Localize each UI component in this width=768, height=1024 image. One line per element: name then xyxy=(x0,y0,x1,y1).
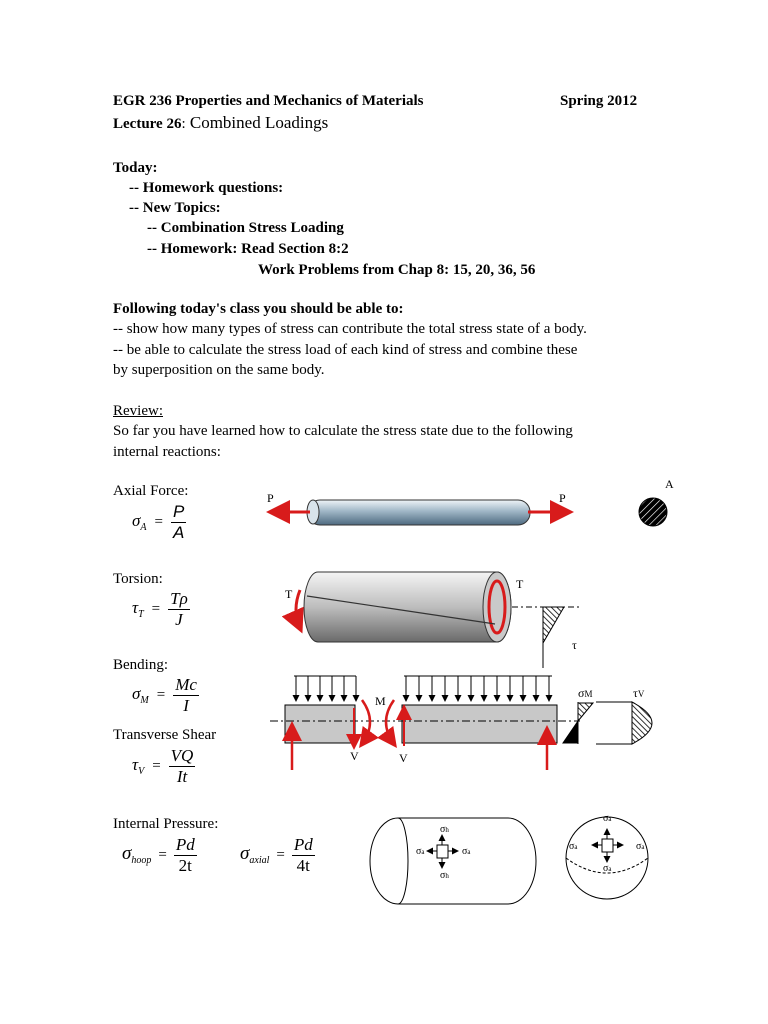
torque-label-right: T xyxy=(516,577,524,591)
axial-label: Axial Force: xyxy=(113,483,189,499)
today-heading: Today: xyxy=(113,160,158,176)
axial-load-label-right: P xyxy=(559,491,566,505)
axial-rod-figure xyxy=(272,498,667,526)
lecture-number: Lecture 26 xyxy=(113,116,182,132)
moment-label: M xyxy=(375,694,386,708)
objective-line: by superposition on the same body. xyxy=(113,362,325,378)
review-line: So far you have learned how to calculate the stress state due to the following xyxy=(113,423,573,439)
torsion-label: Torsion: xyxy=(113,571,163,587)
axial-pressure-formula: $\sigma_{axial}$ = $\frac{Pd}{4t}$ xyxy=(240,835,313,875)
shear-label-left: V xyxy=(350,749,359,763)
pressure-vessel-figure xyxy=(370,817,648,904)
area-label: A xyxy=(665,477,674,491)
sphere-sigma-bottom: σa xyxy=(603,863,612,874)
shear-label-right: V xyxy=(399,751,408,765)
hoop-formula: $\sigma_{hoop}$ = $\frac{Pd}{2t}$ xyxy=(122,835,195,875)
lecture-colon: : xyxy=(181,116,186,132)
today-item: -- New Topics: xyxy=(129,200,221,216)
term: Spring 2012 xyxy=(560,93,638,109)
bending-formula: $\sigma_M$ = $\frac{Mc}{I}$ xyxy=(132,675,197,715)
sigma-h-top: σh xyxy=(440,824,449,835)
today-item: -- Homework: Read Section 8:2 xyxy=(147,241,349,257)
torsion-figure xyxy=(296,572,582,668)
torsion-formula: $\tau_T$ = $\frac{T\rho}{J}$ xyxy=(132,589,188,629)
tau-v-label: τV xyxy=(633,686,645,700)
sigma-m-label: σM xyxy=(578,686,593,700)
course-title: EGR 236 Properties and Mechanics of Materials xyxy=(113,93,424,109)
sphere-sigma-right: σa xyxy=(636,841,645,852)
objective-line: -- show how many types of stress can contribute the total stress state of a body. xyxy=(113,321,587,337)
today-item: Work Problems from Chap 8: 15, 20, 36, 56 xyxy=(258,262,536,278)
pressure-label: Internal Pressure: xyxy=(113,816,219,832)
sphere-sigma-left: σa xyxy=(569,841,578,852)
sphere-sigma-top: σa xyxy=(603,813,612,824)
axial-load-label-left: P xyxy=(267,491,274,505)
objective-line: -- be able to calculate the stress load of each kind of stress and combine these xyxy=(113,342,578,358)
bending-label: Bending: xyxy=(113,657,168,673)
bending-figure xyxy=(270,676,652,770)
shear-label: Transverse Shear xyxy=(113,727,217,743)
shear-formula: $\tau_V$ = $\frac{VQ}{It}$ xyxy=(132,746,194,786)
today-item: -- Combination Stress Loading xyxy=(147,220,344,236)
review-line: internal reactions: xyxy=(113,444,221,460)
sigma-a-left: σa xyxy=(416,846,425,857)
lecture-title: Combined Loadings xyxy=(189,113,329,132)
review-heading: Review: xyxy=(113,403,163,419)
axial-formula: $\sigma_A$ = $\frac{P}{A}$ xyxy=(132,502,185,542)
torque-label-left: T xyxy=(285,587,293,601)
sigma-h-bottom: σh xyxy=(440,870,449,881)
today-item: -- Homework questions: xyxy=(129,180,284,196)
objectives-heading: Following today's class you should be able to: xyxy=(113,301,404,317)
sigma-a-right: σa xyxy=(462,846,471,857)
tau-label: τ xyxy=(572,638,577,652)
